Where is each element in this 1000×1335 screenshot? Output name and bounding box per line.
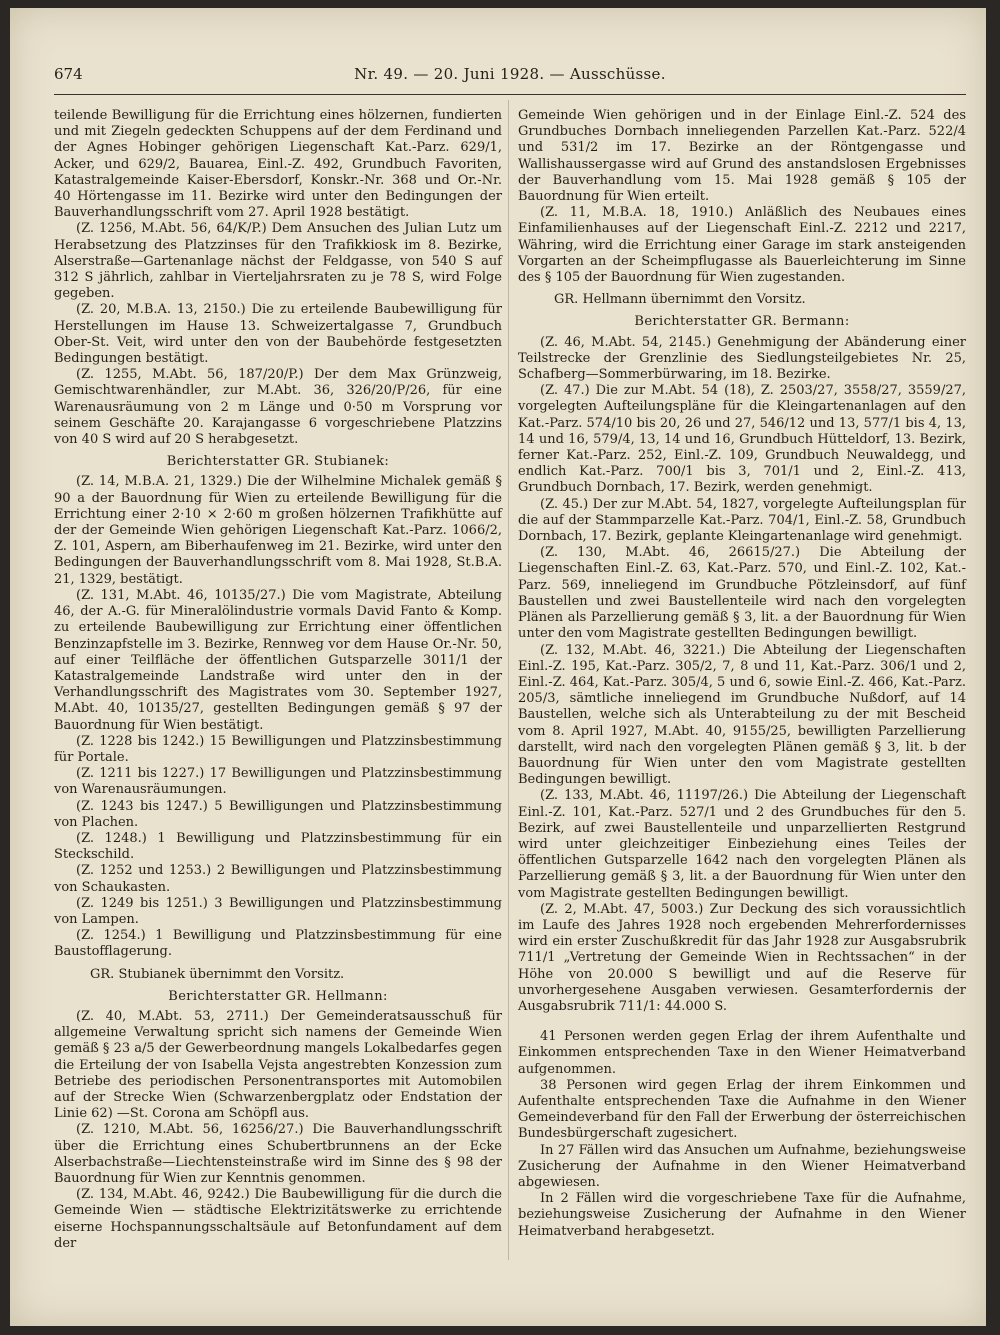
- rapporteur-heading: Berichterstatter GR. Stubianek:: [166, 454, 390, 470]
- paragraph: (Z. 1254.) 1 Bewilligung und Platzzinsbestimmung für eine Baustofflagerung.: [54, 928, 502, 960]
- running-head: Nr. 49. — 20. Juni 1928. — Ausschüsse.: [354, 65, 666, 83]
- paragraph: In 27 Fällen wird das Ansuchen um Aufnahme, beziehungsweise Zusicherung der Aufnahme in den Wiener Heimatverband abgewiesen.: [518, 1142, 966, 1190]
- paragraph: (Z. 45.) Der zur M.Abt. 54, 1827, vorgelegte Aufteilungsplan für die auf der Stammparzelle Kat.-Parz. 704/1, Einl.-Z. 58, Grundbuch Dornbach, 17. Bezirk, geplante Kleingartenanlage wird genehmigt.: [518, 496, 966, 545]
- chair-note: GR. Hellmann übernimmt den Vorsitz.: [554, 292, 806, 308]
- paragraph: 41 Personen werden gegen Erlag der ihrem Aufenthalte und Einkommen entsprechenden Taxe in den Wiener Heimatverband aufgenommen.: [518, 1029, 966, 1077]
- paragraph: (Z. 1228 bis 1242.) 15 Bewilligungen und Platzzinsbestimmung für Portale.: [54, 733, 502, 765]
- paragraph: (Z. 1252 und 1253.) 2 Bewilligungen und Platzzinsbestimmung von Schaukasten.: [54, 863, 502, 895]
- paragraph: (Z. 131, M.Abt. 46, 10135/27.) Die vom Magistrate, Abteilung 46, der A.-G. für Mineralölindustrie vormals David Fanto & Komp. zu erteilende Baubewilligung zur Errichtung einer öffentlichen Benzinzapfstelle im 3. Bezirke, Rennweg vor dem Hause Or.-Nr. 50, auf einer Teilfläche der öffentlichen Gutsparzelle 3011/1 der Katastralgemeinde Landstraße wird unter den in der Verhandlungsschrift des Magistrates vom 30. September 1927, M.Abt. 40, 10135/27, gestellten Bedingungen gemäß § 97 der Bauordnung für Wien bestätigt.: [54, 587, 502, 733]
- paragraph: (Z. 40, M.Abt. 53, 2711.) Der Gemeinderatsausschuß für allgemeine Verwaltung spricht sich namens der Gemeinde Wien gemäß § 23 a/5 der Gewerbeordnung mangels Lokalbedarfes gegen die Erteilung der von Isabella Vejsta angestrebten Konzession zum Betriebe des periodischen Personentransportes mit Automobilen auf der Strecke Wien (Schwarzenbergplatz oder Endstation der Linie 62) —St. Corona am Schöpfl aus.: [54, 1008, 502, 1122]
- page-number: 674: [54, 65, 83, 83]
- column-divider: [508, 100, 509, 1260]
- paragraph: (Z. 11, M.B.A. 18, 1910.) Anläßlich des Neubaues eines Einfamilienhauses auf der Liegenschaft Einl.-Z. 2212 und 2217, Währing, wird die Errichtung einer Garage im stark ansteigenden Vorgarten an der Scheimpflugasse als Bauerleichterung im Sinne des § 105 der Bauordnung für Wien zugestanden.: [518, 205, 966, 286]
- paragraph: (Z. 1256, M.Abt. 56, 64/K/P.) Dem Ansuchen des Julian Lutz um Herabsetzung des Platzzinses für den Trafikkiosk im 8. Bezirke, Alserstraße—Gartenanlage nächst der Feldgasse, von 540 S auf 312 S jährlich, zahlbar in Vierteljahrsraten zu je 78 S, wird Folge gegeben.: [54, 221, 502, 302]
- right-column: [518, 108, 966, 1240]
- paragraph: (Z. 1255, M.Abt. 56, 187/20/P.) Der dem Max Grünzweig, Gemischtwarenhändler, zur M.Abt. 36, 326/20/P/26, für eine Warenausräumung von 2 m Länge und 0·50 m Vorsprung vor seinem Geschäfte 20. Karajangasse 6 vorgeschriebene Platzzins von 40 S wird auf 20 S herabgesetzt.: [54, 367, 502, 448]
- header-rule: [54, 94, 966, 95]
- newspaper-page: [10, 8, 986, 1326]
- paragraph: (Z. 133, M.Abt. 46, 11197/26.) Die Abteilung der Liegenschaft Einl.-Z. 101, Kat.-Parz. 527/1 und 2 des Grundbuches für den 5. Bezirk, auf zwei Baustellenteile und unparzellierten Restgrund wird unter gleichzeitiger Einbeziehung eines Teiles der öffentlichen Gutsparzelle 1642 nach den vorgelegten Plänen als Parzellierung gemäß § 3, lit. a der Bauordnung für Wien unter den vom Magistrate gestellten Bedingungen bewilligt.: [518, 788, 966, 901]
- paragraph: (Z. 132, M.Abt. 46, 3221.) Die Abteilung der Liegenschaften Einl.-Z. 195, Kat.-Parz. 305/2, 7, 8 und 11, Kat.-Parz. 306/1 und 2, Einl.-Z. 464, Kat.-Parz. 305/4, 5 und 6, sowie Einl.-Z. 466, Kat.-Parz. 205/3, sämtliche inneliegend im Grundbuche Nußdorf, auf 14 Baustellen, welche sich als Unterabteilung zu der mit Bescheid vom 8. April 1927, M.Abt. 40, 9155/25, bewilligten Parzellierung darstellt, wird nach den vorgelegten Plänen gemäß § 3, lit. b der Bauordnung für Wien unter den vom Magistrate gestellten Bedingungen bewilligt.: [518, 642, 966, 788]
- paragraph: (Z. 1249 bis 1251.) 3 Bewilligungen und Platzzinsbestimmung von Lampen.: [54, 895, 502, 927]
- chair-note: GR. Stubianek übernimmt den Vorsitz.: [90, 966, 345, 982]
- paragraph: (Z. 47.) Die zur M.Abt. 54 (18), Z. 2503/27, 3558/27, 3559/27, vorgelegten Aufteilungspläne für die Kleingartenanlagen auf den Kat.-Parz. 574/10 bis 20, 26 und 27, 546/12 und 13, 577/1 bis 4, 13, 14 und 16, 579/4, 13, 14 und 16, Grundbuch Hütteldorf, 13. Bezirk, ferner Kat.-Parz. 252, Einl.-Z. 109, Grundbuch Neuwaldegg, und endlich Kat.-Parz. 700/1 bis 3, 701/1 und 2, Einl.-Z. 413, Grundbuch Dornbach, 17. Bezirk, werden genehmigt.: [518, 383, 966, 496]
- paragraph: In 2 Fällen wird die vorgeschriebene Taxe für die Aufnahme, beziehungsweise Zusicherung der Aufnahme in den Wiener Heimatverband herabgesetzt.: [518, 1191, 966, 1239]
- rapporteur-heading: Berichterstatter GR. Hellmann:: [168, 988, 388, 1004]
- paragraph: (Z. 1248.) 1 Bewilligung und Platzzinsbestimmung für ein Steckschild.: [54, 830, 502, 863]
- paragraph: teilende Bewilligung für die Errichtung eines hölzernen, fundierten und mit Ziegeln gedeckten Schuppens auf der dem Ferdinand und der Agnes Hobinger gehörigen Liegenschaft Kat.-Parz. 629/1, Acker, und 629/2, Bauarea, Einl.-Z. 492, Grundbuch Favoriten, Katastralgemeinde Kaiser-Ebersdorf, Konskr.-Nr. 368 und Or.-Nr. 40 Hörtengasse im 11. Bezirke wird unter den Bedingungen der Bauverhandlungsschrift vom 27. April 1928 bestätigt.: [54, 108, 502, 221]
- paragraph: 38 Personen wird gegen Erlag der ihrem Einkommen und Aufenthalte entsprechenden Taxe die Aufnahme in den Wiener Gemeindeverband für den Fall der Erwerbung der österreichischen Bundesbürgerschaft zugesichert.: [518, 1077, 966, 1142]
- page-header: [54, 65, 966, 91]
- paragraph: (Z. 46, M.Abt. 54, 2145.) Genehmigung der Abänderung einer Teilstrecke der Grenzlinie des Siedlungsteilgebietes Nr. 25, Schafberg—Sommerbürwaring, im 18. Bezirke.: [518, 334, 966, 383]
- paragraph: (Z. 130, M.Abt. 46, 26615/27.) Die Abteilung der Liegenschaften Einl.-Z. 63, Kat.-Parz. 570, und Einl.-Z. 102, Kat.-Parz. 569, inneliegend im Grundbuche Pötzleinsdorf, auf fünf Baustellen und zwei Baustellenteile wird nach den vorgelegten Plänen als Parzellierung gemäß § 3, lit. a der Bauordnung für Wien unter den vom Magistrate gestellten Bedingungen bewilligt.: [518, 545, 966, 642]
- paragraph: (Z. 1210, M.Abt. 56, 16256/27.) Die Bauverhandlungsschrift über die Errichtung eines Schubertbrunnens an der Ecke Alserbachstraße—Liechtensteinstraße wird im Sinne des § 98 der Bauordnung für Wien zur Kenntnis genommen.: [54, 1122, 502, 1186]
- paragraph: (Z. 134, M.Abt. 46, 9242.) Die Baubewilligung für die durch die Gemeinde Wien — städtische Elektrizitätswerke zu errichtende eiserne Hochspannungsschaltsäule auf Betonfundament auf dem der: [54, 1187, 502, 1251]
- paragraph: (Z. 2, M.Abt. 47, 5003.) Zur Deckung des sich voraussichtlich im Laufe des Jahres 1928 noch ergebenden Mehrerfordernisses wird ein erster Zuschußkredit für das Jahr 1928 zur Ausgabsrubrik 711/1 „Vertretung der Gemeinde Wien in Rechtssachen“ in der Höhe von 20.000 S bewilligt und auf die Reserve für unvorhergesehene Ausgaben verwiesen. Gesamterfordernis der Ausgabsrubrik 711/1: 44.000 S.: [518, 901, 966, 1014]
- rapporteur-heading: Berichterstatter GR. Bermann:: [634, 314, 850, 330]
- left-column: [54, 108, 502, 1252]
- paragraph: Gemeinde Wien gehörigen und in der Einlage Einl.-Z. 524 des Grundbuches Dornbach inneliegenden Parzellen Kat.-Parz. 522/4 und 531/2 im 17. Bezirke an der Röntgengasse und Wallishaussergasse wird auf Grund des anstandslosen Ergebnisses der Bauverhandlung vom 15. Mai 1928 gemäß § 105 der Bauordnung für Wien erteilt.: [518, 108, 966, 205]
- paragraph: (Z. 20, M.B.A. 13, 2150.) Die zu erteilende Baubewilligung für Herstellungen im Hause 13. Schweizertalgasse 7, Grundbuch Ober-St. Veit, wird unter den von der Baubehörde festgesetzten Bedingungen bestätigt.: [54, 302, 502, 367]
- paragraph: (Z. 1211 bis 1227.) 17 Bewilligungen und Platzzinsbestimmung von Warenausräumungen.: [54, 766, 502, 798]
- paragraph: (Z. 1243 bis 1247.) 5 Bewilligungen und Platzzinsbestimmung von Plachen.: [54, 798, 502, 830]
- paragraph: (Z. 14, M.B.A. 21, 1329.) Die der Wilhelmine Michalek gemäß § 90 a der Bauordnung für Wien zu erteilende Bewilligung für die Errichtung einer 2·10 × 2·60 m großen hölzernen Trafikhütte auf der der Gemeinde Wien gehörigen Liegenschaft Kat.-Parz. 1066/2, Z. 101, Aspern, am Biberhaufenweg im 21. Bezirke, wird unter den Bedingungen der Bauverhandlungsschrift vom 8. Mai 1928, St.B.A. 21, 1329, bestätigt.: [54, 474, 502, 587]
